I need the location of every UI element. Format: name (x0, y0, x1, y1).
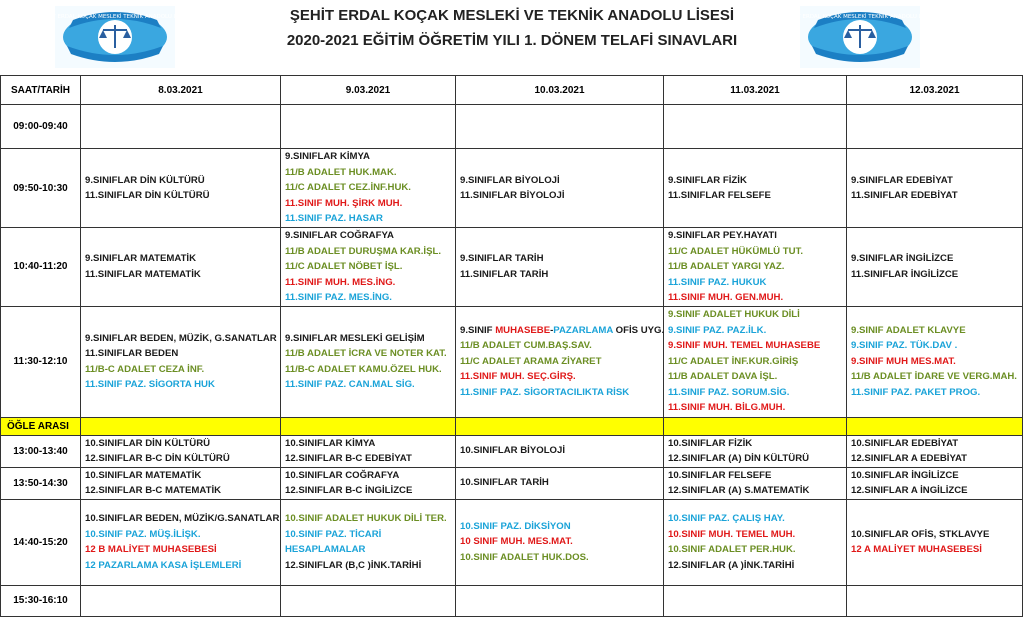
exam-entry: 11.SINIF MUH. BİLG.MUH. (668, 402, 786, 414)
exam-cell (81, 585, 281, 616)
exam-entry: 11.SINIF MUH. GEN.MUH. (668, 292, 784, 303)
exam-entry: 10.SINIF PAZ. ÇALIŞ HAY. (668, 513, 785, 524)
exam-entry: 11.SINIF MUH. MES.İNG. (285, 276, 396, 288)
exam-entry: 9.SINIFLAR BİYOLOJİ (460, 174, 560, 186)
exam-entry: 11/B ADALET CUM.BAŞ.SAV. (460, 340, 592, 352)
exam-entry: 11/C ADALET İNF.KUR.GİRİŞ (668, 355, 799, 367)
exam-entry: 11.SINIF PAZ. PAKET PROG. (851, 386, 981, 398)
exam-entry-part: - (550, 324, 554, 336)
exam-entry: 11.SINIFLAR FELSEFE (668, 190, 771, 201)
time-slot: 13:50-14:30 (1, 467, 81, 499)
exam-cell (664, 306, 847, 417)
school-logo (39, 6, 191, 68)
exam-cell (456, 228, 664, 307)
exam-entry: 10.SINIFLAR BİYOLOJİ (460, 445, 566, 457)
exam-cell (81, 467, 281, 499)
exam-entry: 10.SINIFLAR EDEBİYAT (851, 437, 959, 449)
exam-cell (664, 467, 847, 499)
date-header: 10.03.2021 (456, 76, 664, 105)
time-slot: 14:40-15:20 (1, 499, 81, 585)
exam-entry: 10.SINIF ADALET HUKUK DİLİ TER. (285, 513, 447, 524)
exam-entry: 11.SINIFLAR İNGİLİZCE (851, 268, 959, 280)
exam-entry: 9.SINIFLAR BEDEN, MÜZİK, G.SANATLAR (85, 332, 277, 344)
exam-entry: 10.SINIFLAR COĞRAFYA (285, 469, 400, 481)
exam-entry: 12.SINIFLAR A EDEBİYAT (851, 453, 968, 464)
lunch-break-label: ÖĞLE ARASI (1, 417, 81, 435)
corner-header: SAAT/TARİH (1, 76, 81, 105)
time-slot-row (1, 105, 1023, 149)
exam-entry: 12 B MALİYET MUHASEBESİ (85, 544, 217, 555)
time-slot: 09:50-10:30 (1, 149, 81, 228)
exam-entry: 9.SINIF PAZ. TÜK.DAV . (851, 340, 958, 352)
exam-entry: 11.SINIF PAZ. SİGORTACILIKTA RİSK (460, 386, 630, 398)
lunch-break-row (1, 417, 1023, 435)
exam-entry: 11/B ADALET İCRA VE NOTER KAT. (285, 348, 447, 359)
exam-entry: 9.SINIFLAR PEY.HAYATI (668, 230, 777, 241)
exam-title: 2020-2021 EĞİTİM ÖĞRETİM YILI 1. DÖNEM TELAFİ SINAVLARI (286, 32, 738, 49)
exam-entry: 9.SINIFLAR COĞRAFYA (285, 230, 394, 241)
exam-entry: 9.SINIFLAR MATEMATİK (85, 253, 197, 265)
exam-entry: 12.SINIFLAR (A) S.MATEMATİK (668, 485, 810, 496)
exam-entry: 11.SINIF PAZ. HASAR (285, 213, 383, 225)
exam-cell (81, 149, 281, 228)
exam-entry: 10.SINIFLAR İNGİLİZCE (851, 469, 959, 481)
time-slot: 10:40-11:20 (1, 228, 81, 307)
svg-text:ŞEHİT ERDAL KOÇAK MESLEKİ TEKN: ŞEHİT ERDAL KOÇAK MESLEKİ TEKNİK ANADOLU LİSESİ (39, 14, 191, 20)
exam-entry: 9.SINIF PAZ. PAZ.İLK. (668, 324, 767, 336)
exam-entry: 10.SINIFLAR DİN KÜLTÜRÜ (85, 437, 211, 449)
exam-cell (456, 499, 664, 585)
exam-entry (460, 323, 665, 339)
exam-entry: 11.SINIF PAZ. CAN.MAL SİG. (285, 379, 415, 390)
exam-cell (847, 306, 1023, 417)
school-title: ŞEHİT ERDAL KOÇAK MESLEKİ VE TEKNİK ANADOLU LİSESİ (289, 7, 735, 24)
exam-entry: 11.SINIF PAZ. MES.İNG. (285, 292, 392, 303)
date-header: 8.03.2021 (81, 76, 281, 105)
date-header: 12.03.2021 (847, 76, 1023, 105)
exam-cell (456, 105, 664, 149)
lunch-break-cell (456, 417, 664, 435)
exam-entry: 11/B ADALET HUK.MAK. (285, 166, 397, 178)
page-header (0, 0, 1024, 74)
exam-entry: 11.SINIFLAR TARİH (460, 268, 549, 280)
exam-entry: 9.SINIFLAR FİZİK (668, 174, 747, 186)
exam-entry: 11/C ADALET CEZ.İNF.HUK. (285, 182, 411, 194)
time-slot-row (1, 306, 1023, 417)
exam-entry: 10.SINIF PAZ. MÜŞ.İLİŞK. (85, 528, 201, 540)
exam-entry: 12.SINIFLAR B-C MATEMATİK (85, 485, 222, 496)
date-header: 9.03.2021 (281, 76, 456, 105)
svg-text:ŞEHİT ERDAL KOÇAK MESLEKİ TEKN: ŞEHİT ERDAL KOÇAK MESLEKİ TEKNİK ANADOLU LİSESİ (784, 14, 936, 20)
exam-entry: 9.SINIFLAR TARİH (460, 253, 544, 265)
time-slot-row (1, 149, 1023, 228)
exam-entry: 10 SINIF MUH. MES.MAT. (460, 536, 573, 548)
exam-entry: 12.SINIFLAR B-C DİN KÜLTÜRÜ (85, 453, 230, 464)
exam-entry: 12.SINIFLAR A İNGİLİZCE (851, 485, 968, 496)
exam-cell (81, 105, 281, 149)
exam-entry: 10.SINIFLAR KİMYA (285, 437, 376, 449)
time-slot: 13:00-13:40 (1, 435, 81, 467)
exam-cell (281, 306, 456, 417)
exam-entry: 12.SINIFLAR B-C EDEBİYAT (285, 453, 412, 464)
exam-entry: 11/B ADALET YARGI YAZ. (668, 261, 785, 272)
exam-cell (456, 467, 664, 499)
exam-entry: 9.SINIFLAR MESLEKİ GELİŞİM (285, 332, 425, 344)
exam-cell (456, 149, 664, 228)
lunch-break-cell (664, 417, 847, 435)
exam-entry: 11/C ADALET ARAMA ZİYARET (460, 355, 602, 367)
exam-entry: 9.SINIFLAR KİMYA (285, 151, 370, 163)
time-slot-row (1, 228, 1023, 307)
exam-entry: 11/C ADALET NÖBET İŞL. (285, 261, 403, 272)
exam-entry: 11.SINIF MUH. SEÇ.GİRŞ. (460, 371, 576, 383)
exam-entry: 12.SINIFLAR (A) DİN KÜLTÜRÜ (668, 453, 810, 464)
exam-cell (847, 467, 1023, 499)
exam-entry: 11/B ADALET İDARE VE VERG.MAH. (851, 371, 1017, 383)
exam-entry: 11/C ADALET HÜKÜMLÜ TUT. (668, 245, 804, 257)
time-slot: 09:00-09:40 (1, 105, 81, 149)
exam-entry: 12.SINIFLAR B-C İNGİLİZCE (285, 485, 413, 496)
exam-entry: 12 PAZARLAMA KASA İŞLEMLERİ (85, 559, 242, 571)
exam-cell (664, 228, 847, 307)
time-slot: 15:30-16:10 (1, 585, 81, 616)
exam-cell (664, 105, 847, 149)
exam-cell (456, 306, 664, 417)
exam-cell (847, 105, 1023, 149)
exam-entry: 10.SINIF ADALET HUK.DOS. (460, 551, 589, 563)
exam-cell (847, 499, 1023, 585)
exam-schedule-table (0, 75, 1023, 617)
exam-entry: 10.SINIF PAZ. DİKSİYON (460, 520, 571, 532)
exam-entry: 9.SINIFLAR İNGİLİZCE (851, 253, 954, 265)
time-slot-row (1, 499, 1023, 585)
exam-entry: 11.SINIF PAZ. SİGORTA HUK (85, 379, 215, 390)
exam-entry: 12.SINIFLAR (B,C )İNK.TARİHİ (285, 559, 422, 571)
school-logo (784, 6, 936, 68)
header-row (1, 76, 1023, 105)
date-header: 11.03.2021 (664, 76, 847, 105)
exam-cell (281, 105, 456, 149)
exam-entry: 9.SINIF ADALET HUKUK DİLİ (668, 309, 800, 321)
exam-cell (664, 435, 847, 467)
exam-entry: 10.SINIFLAR MATEMATİK (85, 469, 202, 481)
exam-cell (281, 467, 456, 499)
schedule-body (1, 105, 1023, 617)
exam-entry: 10.SINIF MUH. TEMEL MUH. (668, 528, 796, 540)
exam-cell (81, 228, 281, 307)
exam-entry: 10.SINIF PAZ. TİCARİ (285, 528, 382, 540)
exam-cell (81, 435, 281, 467)
exam-entry-part: MUHASEBE (495, 324, 551, 336)
exam-entry: 10.SINIFLAR FELSEFE (668, 469, 772, 481)
exam-entry: 11.SINIF PAZ. HUKUK (668, 276, 767, 288)
exam-entry: 11.SINIFLAR EDEBİYAT (851, 190, 958, 201)
exam-cell (664, 585, 847, 616)
exam-entry-part: 9.SINIF (460, 324, 496, 336)
exam-entry: 9.SINIF MUH. TEMEL MUHASEBE (668, 340, 821, 352)
exam-entry: 11/B ADALET DURUŞMA KAR.İŞL. (285, 245, 441, 257)
time-slot-row (1, 467, 1023, 499)
exam-entry: 11.SINIFLAR BEDEN (85, 348, 179, 359)
exam-cell (281, 149, 456, 228)
exam-entry: 12 A MALİYET MUHASEBESİ (851, 544, 982, 555)
exam-entry: 11.SINIF MUH. ŞİRK MUH. (285, 197, 403, 209)
exam-entry: 10.SINIFLAR BEDEN, MÜZİK/G.SANATLAR (85, 513, 280, 524)
exam-cell (281, 228, 456, 307)
exam-cell (847, 435, 1023, 467)
exam-entry: 11/B ADALET DAVA İŞL. (668, 371, 778, 383)
exam-entry: 10.SINIFLAR TARİH (460, 477, 549, 489)
exam-entry: 11.SINIFLAR DİN KÜLTÜRÜ (85, 190, 210, 201)
lunch-break-cell (281, 417, 456, 435)
exam-entry: 11.SINIFLAR BİYOLOJİ (460, 190, 565, 201)
exam-entry-part: PAZARLAMA (553, 324, 613, 336)
exam-cell (281, 435, 456, 467)
exam-entry: 11.SINIFLAR MATEMATİK (85, 268, 201, 280)
exam-entry: 11.SINIF PAZ. SORUM.SİG. (668, 386, 790, 398)
exam-cell (847, 228, 1023, 307)
exam-cell (456, 435, 664, 467)
time-slot-row (1, 435, 1023, 467)
lunch-break-cell (847, 417, 1023, 435)
exam-cell (281, 585, 456, 616)
exam-entry: 10.SINIFLAR FİZİK (668, 437, 753, 449)
lunch-break-cell (81, 417, 281, 435)
exam-cell (281, 499, 456, 585)
exam-entry: 11/B-C ADALET CEZA İNF. (85, 363, 205, 375)
exam-cell (81, 499, 281, 585)
time-slot: 11:30-12:10 (1, 306, 81, 417)
exam-entry: 9.SINIF MUH MES.MAT. (851, 355, 956, 367)
exam-entry: 11/B-C ADALET KAMU.ÖZEL HUK. (285, 363, 442, 375)
exam-cell (81, 306, 281, 417)
time-slot-row (1, 585, 1023, 616)
exam-cell (847, 149, 1023, 228)
exam-cell (456, 585, 664, 616)
exam-entry: 9.SINIF ADALET KLAVYE (851, 324, 966, 336)
exam-entry: 10.SINIF ADALET PER.HUK. (668, 544, 796, 555)
exam-cell (847, 585, 1023, 616)
exam-entry: HESAPLAMALAR (285, 544, 366, 555)
exam-cell (664, 149, 847, 228)
exam-entry-part: OFİS UYG. (612, 324, 665, 336)
exam-entry: 10.SINIFLAR OFİS, STKLAVYE (851, 528, 990, 540)
exam-cell (664, 499, 847, 585)
exam-entry: 12.SINIFLAR (A )İNK.TARİHİ (668, 559, 795, 571)
exam-entry: 9.SINIFLAR DİN KÜLTÜRÜ (85, 174, 205, 186)
exam-entry: 9.SINIFLAR EDEBİYAT (851, 174, 953, 186)
